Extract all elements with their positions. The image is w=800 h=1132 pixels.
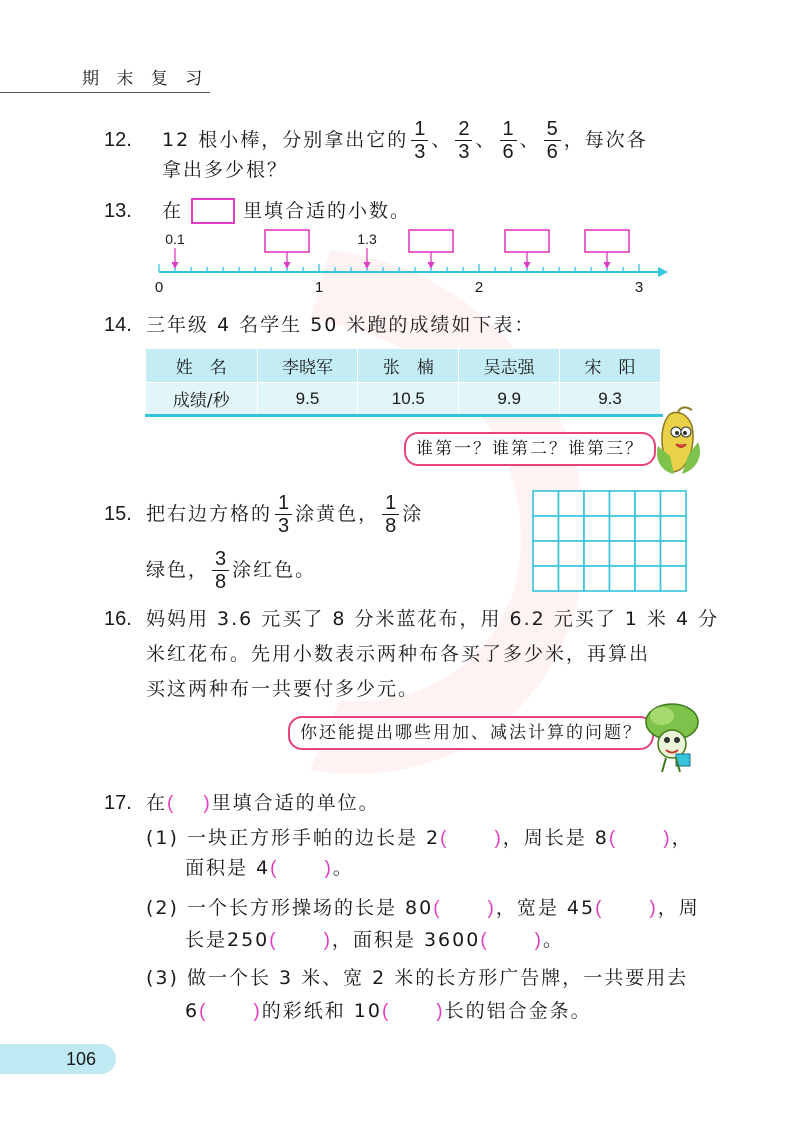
- grid-cell[interactable]: [661, 541, 687, 566]
- q15-text: 绿色，: [146, 559, 210, 581]
- q16-line: 买这两种布一共要付多少元。: [146, 678, 420, 700]
- fraction-3-8: $\frac{3}{8}$: [212, 548, 229, 593]
- q15-line2: [146, 546, 316, 594]
- grid-cell[interactable]: [635, 566, 661, 591]
- q17-sub-3: [146, 963, 688, 993]
- question-16: [104, 604, 719, 634]
- q17-sub-3-cont: [185, 996, 592, 1027]
- grid-cell[interactable]: [533, 566, 559, 591]
- q15-text: 涂黄色，: [295, 503, 380, 525]
- header-rule: [0, 92, 210, 93]
- q14-text: 三年级 4 名学生 50 米跑的成绩如下表：: [146, 314, 536, 336]
- separator: 、: [475, 129, 497, 151]
- question-number: 15.: [104, 503, 132, 525]
- table-cell: 10.5: [358, 383, 459, 415]
- table-cell: 9.9: [459, 383, 560, 415]
- fraction-1-3: $\frac{1}{3}$: [275, 492, 292, 537]
- blank-point-arrow-head: [524, 262, 531, 269]
- known-point-arrow-head: [172, 262, 179, 269]
- answer-box[interactable]: [505, 230, 549, 252]
- sub-text: ，宽是 45: [495, 897, 596, 919]
- answer-box[interactable]: [265, 230, 309, 252]
- q15-text: 把右边方格的: [146, 503, 273, 525]
- sub-label: (2): [146, 897, 179, 919]
- paren-close: ): [663, 828, 672, 849]
- question-17: [104, 788, 380, 819]
- sub-text: 长是250: [185, 929, 270, 951]
- grid-cell[interactable]: [610, 491, 636, 516]
- table-header-cell: 吴志强: [459, 349, 560, 383]
- sub-text: 的彩纸和 10: [261, 1000, 382, 1022]
- q17-text: 里填合适的单位。: [211, 792, 380, 814]
- grid-cell[interactable]: [559, 516, 585, 541]
- paren-open: (: [480, 930, 489, 951]
- sub-text: ，周: [657, 897, 700, 919]
- speech-bubble: 你还能提出哪些用加、减法计算的问题？: [288, 716, 654, 750]
- grid-cell[interactable]: [635, 541, 661, 566]
- table-cell: 成绩/秒: [146, 383, 258, 415]
- q13-text-after: 里填合适的小数。: [243, 200, 412, 222]
- axis-label: 1: [314, 279, 324, 296]
- fraction-1-8: $\frac{1}{8}$: [382, 492, 399, 537]
- paren-open: (: [608, 828, 618, 849]
- blank-point-arrow-head: [284, 262, 291, 269]
- grid-cell[interactable]: [584, 566, 610, 591]
- paren-close: ): [324, 858, 333, 879]
- q15-text: 涂: [402, 503, 424, 525]
- sub-text: 。: [542, 929, 564, 951]
- question-number: 17.: [104, 792, 132, 814]
- grid-cell[interactable]: [584, 516, 610, 541]
- sub-text: 6: [185, 1000, 200, 1022]
- answer-box[interactable]: [409, 230, 453, 252]
- axis-label: 0: [154, 279, 164, 296]
- sub-text: 。: [332, 857, 354, 879]
- paren-open: (: [440, 828, 449, 849]
- fraction-2-3: $\frac{2}{3}$: [455, 118, 472, 163]
- paren-close: ): [436, 1001, 445, 1022]
- sub-text: ，: [671, 827, 693, 849]
- known-point-label: 1.3: [357, 231, 377, 247]
- grid-cell[interactable]: [635, 516, 661, 541]
- q12-line2: 拿出多少根？: [162, 159, 289, 181]
- paren-close: ): [253, 1001, 262, 1022]
- q12-text-after: ，每次各: [563, 129, 648, 151]
- table-cell: 9.5: [257, 383, 358, 415]
- grid-cell[interactable]: [661, 566, 687, 591]
- results-table: [145, 348, 661, 415]
- grid-cell[interactable]: [559, 541, 585, 566]
- known-point-label: 0.1: [165, 231, 185, 247]
- paren-open: (: [433, 898, 442, 919]
- paren-close: ): [494, 828, 503, 849]
- q16-line: 妈妈用 3.6 元买了 8 分米蓝花布，用 6.2 元买了 1 米 4 分: [146, 608, 720, 630]
- number-line: [150, 228, 680, 300]
- q13-text-before: 在: [162, 200, 184, 222]
- grid-cell[interactable]: [533, 491, 559, 516]
- q17-sub-2-cont: [185, 925, 564, 956]
- sub-text: 长的铝合金条。: [444, 1000, 592, 1022]
- corn-mascot-icon: [648, 406, 706, 478]
- table-header-cell: 张 楠: [358, 349, 459, 383]
- q17-text: 在: [146, 792, 168, 814]
- axis-arrow: [658, 267, 668, 277]
- q15-text: 涂红色。: [232, 559, 317, 581]
- separator: 、: [431, 129, 453, 151]
- fraction-1-3: $\frac{1}{3}$: [411, 118, 428, 163]
- grid-cell[interactable]: [610, 541, 636, 566]
- paren-close: ): [649, 898, 658, 919]
- grid-cell[interactable]: [610, 566, 636, 591]
- table-header-cell: 姓 名: [146, 349, 258, 383]
- page-number: 106: [66, 1049, 97, 1069]
- grid-cell[interactable]: [533, 541, 559, 566]
- question-number: 16.: [104, 608, 132, 630]
- sub-text: 面积是 4: [185, 857, 271, 879]
- q12-text-before: 12 根小棒，分别拿出它的: [162, 129, 409, 151]
- known-point-arrow-head: [364, 262, 371, 269]
- table-header-cell: 李晓军: [257, 349, 358, 383]
- grid-cell[interactable]: [584, 541, 610, 566]
- answer-box[interactable]: [585, 230, 629, 252]
- paren-open: (: [167, 793, 176, 814]
- sub-text: ，周长是 8: [502, 827, 609, 849]
- paren-open: (: [270, 858, 279, 879]
- question-number: 12.: [104, 129, 132, 151]
- page-number-tab: [0, 1044, 116, 1074]
- table-bottom-rule: [145, 414, 663, 417]
- fraction-5-6: $\frac{5}{6}$: [544, 118, 561, 163]
- paren-open: (: [595, 898, 604, 919]
- q16-line: 米红花布。先用小数表示两种布各买了多少米，再算出: [146, 643, 651, 665]
- sub-text: 一个长方形操场的长是 80: [186, 897, 434, 919]
- axis-label: 2: [474, 279, 484, 296]
- grid-cell[interactable]: [533, 516, 559, 541]
- question-number: 14.: [104, 314, 132, 336]
- table-header-row: [146, 349, 661, 383]
- grid-cell[interactable]: [584, 491, 610, 516]
- fraction-1-6: $\frac{1}{6}$: [500, 118, 517, 163]
- answer-box-sample: [191, 198, 235, 224]
- separator: 、: [519, 129, 541, 151]
- q17-sub-1-cont: [185, 853, 354, 884]
- sub-text: 做一个长 3 米、宽 2 米的长方形广告牌，一共要用去: [186, 967, 689, 989]
- sub-text: ，面积是 3600: [331, 929, 481, 951]
- sub-label: (3): [146, 967, 179, 989]
- header-title: 期 末 复 习: [82, 69, 209, 89]
- paren-open: (: [199, 1001, 208, 1022]
- paren-open: (: [269, 930, 278, 951]
- question-15: [104, 490, 423, 538]
- grid-cell[interactable]: [661, 491, 687, 516]
- question-14: [104, 310, 535, 340]
- grid-cell[interactable]: [610, 516, 636, 541]
- sub-label: (1): [146, 827, 179, 849]
- table-header-cell: 宋 阳: [560, 349, 661, 383]
- question-number: 13.: [104, 200, 132, 222]
- paren-close: ): [323, 930, 332, 951]
- paren-close: ): [534, 930, 543, 951]
- paren-open: (: [381, 1001, 391, 1022]
- grid-cell[interactable]: [635, 491, 661, 516]
- blank-point-arrow-head: [428, 262, 435, 269]
- sub-text: 一块正方形手帕的边长是 2: [186, 827, 441, 849]
- grid-cell[interactable]: [661, 516, 687, 541]
- grid-cell[interactable]: [559, 491, 585, 516]
- q17-sub-2: [146, 893, 700, 924]
- q17-sub-1: [146, 823, 693, 854]
- grid-cell[interactable]: [559, 566, 585, 591]
- table-row: [146, 383, 661, 415]
- question-13: [104, 196, 411, 226]
- table-cell: 9.3: [560, 383, 661, 415]
- axis-label: 3: [634, 279, 644, 296]
- cabbage-mascot-icon: [636, 700, 706, 776]
- paren-close: ): [487, 898, 496, 919]
- speech-bubble: 谁第一？谁第二？谁第三？: [404, 432, 656, 466]
- square-grid: [532, 490, 690, 594]
- paren-close: ): [203, 793, 212, 814]
- blank-point-arrow-head: [604, 262, 611, 269]
